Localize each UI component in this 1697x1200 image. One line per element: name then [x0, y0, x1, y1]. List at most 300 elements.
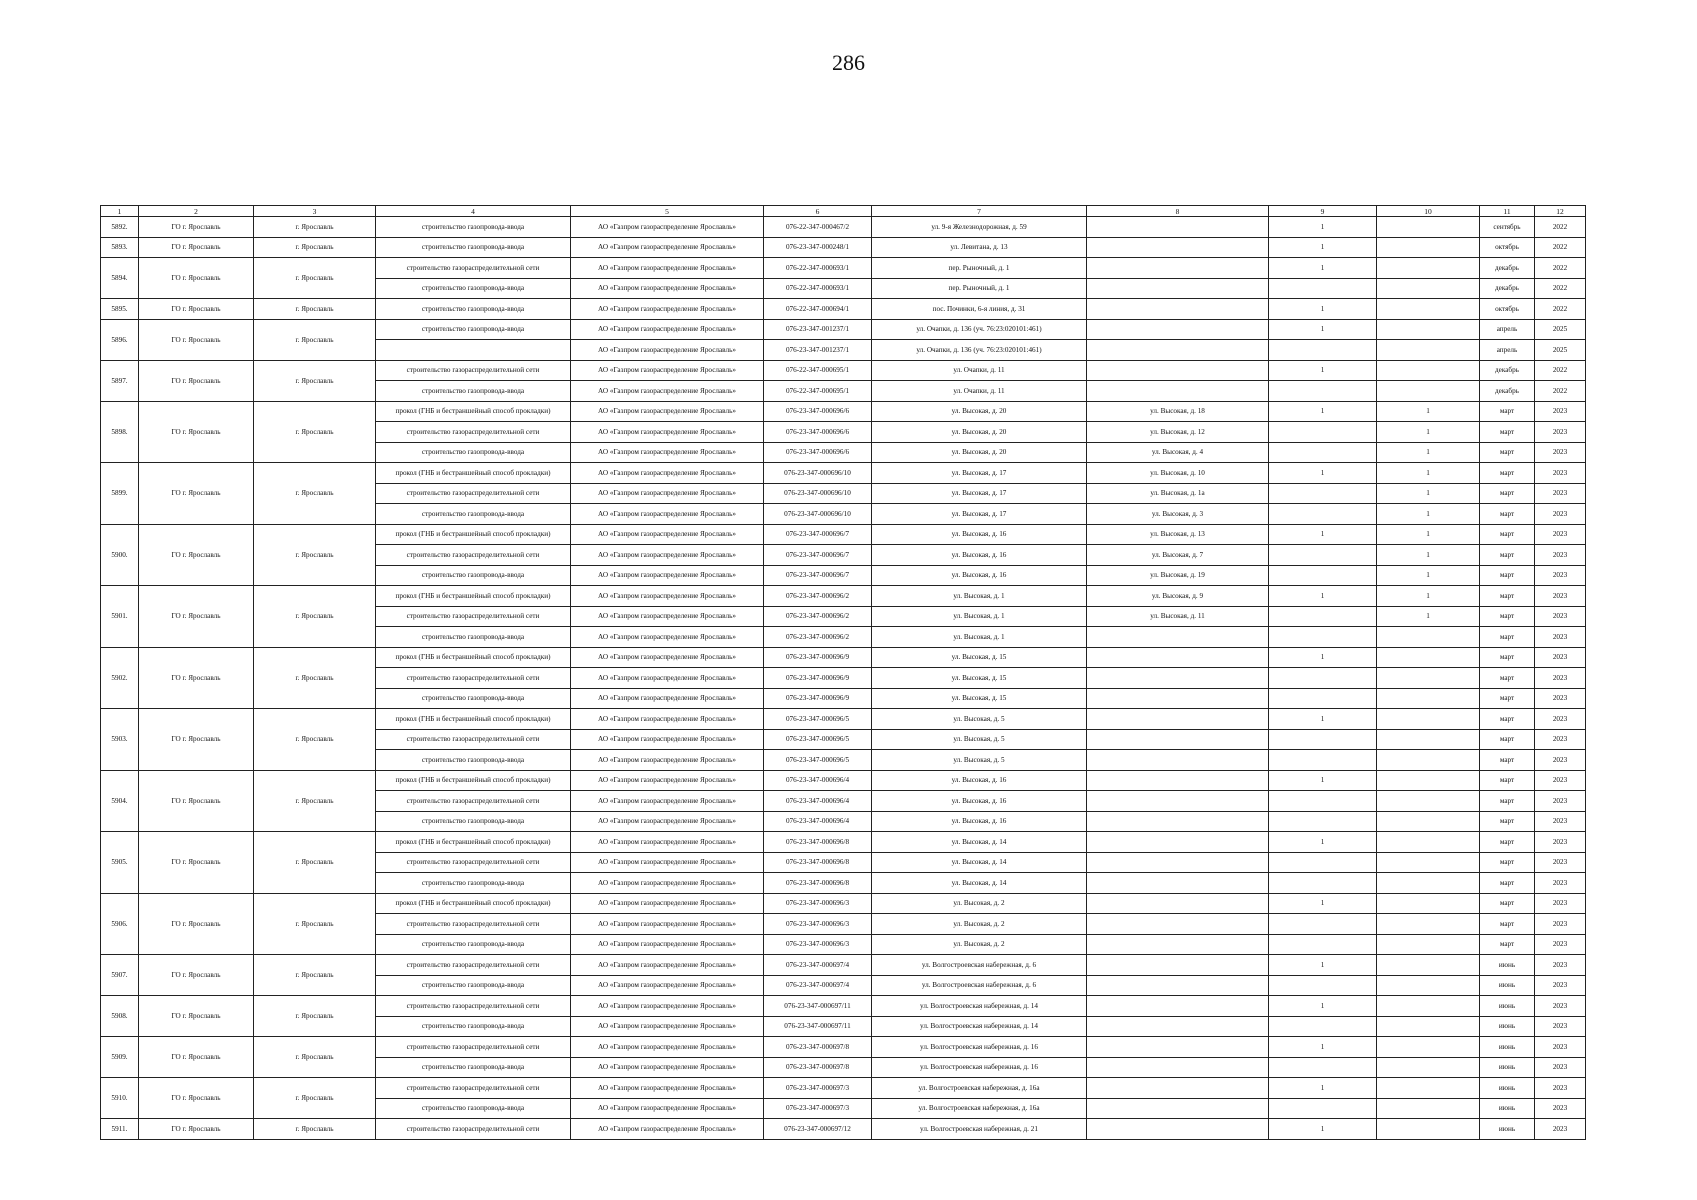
address-cell: пос. Починки, 6-я линия, д. 31 [872, 299, 1087, 320]
registration-code-cell: 076-23-347-000696/3 [764, 914, 872, 935]
year-cell: 2023 [1535, 1037, 1586, 1058]
count-cell [1269, 873, 1377, 894]
secondary-address-cell [1087, 1037, 1269, 1058]
month-cell: март [1480, 750, 1535, 771]
organization-cell: АО «Газпром газораспределение Ярославль» [571, 401, 764, 422]
count-cell [1377, 319, 1480, 340]
address-cell: пер. Рыночный, д. 1 [872, 278, 1087, 299]
city-cell: г. Ярославль [254, 770, 376, 832]
month-cell: март [1480, 422, 1535, 443]
secondary-address-cell [1087, 258, 1269, 279]
year-cell: 2023 [1535, 586, 1586, 607]
secondary-address-cell: ул. Высокая, д. 1а [1087, 483, 1269, 504]
count-cell: 1 [1377, 586, 1480, 607]
month-cell: июнь [1480, 1057, 1535, 1078]
secondary-address-cell [1087, 873, 1269, 894]
record-number: 5905. [101, 832, 139, 894]
record-number: 5895. [101, 299, 139, 320]
work-type-cell: строительство газораспределительной сети [376, 1037, 571, 1058]
month-cell: март [1480, 504, 1535, 525]
year-cell: 2022 [1535, 278, 1586, 299]
registration-code-cell: 076-23-347-000696/2 [764, 606, 872, 627]
registration-code-cell: 076-23-347-000696/3 [764, 934, 872, 955]
secondary-address-cell [1087, 893, 1269, 914]
secondary-address-cell: ул. Высокая, д. 13 [1087, 524, 1269, 545]
address-cell: ул. Высокая, д. 15 [872, 647, 1087, 668]
work-type-cell: строительство газораспределительной сети [376, 791, 571, 812]
city-cell: г. Ярославль [254, 237, 376, 258]
month-cell: март [1480, 729, 1535, 750]
year-cell: 2023 [1535, 545, 1586, 566]
record-number: 5911. [101, 1119, 139, 1140]
year-cell: 2023 [1535, 1057, 1586, 1078]
organization-cell: АО «Газпром газораспределение Ярославль» [571, 258, 764, 279]
district-cell: ГО г. Ярославль [139, 996, 254, 1037]
count-cell: 1 [1269, 299, 1377, 320]
secondary-address-cell [1087, 934, 1269, 955]
address-cell: ул. Очапки, д. 11 [872, 360, 1087, 381]
year-cell: 2023 [1535, 1078, 1586, 1099]
year-cell: 2023 [1535, 729, 1586, 750]
address-cell: ул. Высокая, д. 17 [872, 504, 1087, 525]
month-cell: март [1480, 647, 1535, 668]
district-cell: ГО г. Ярославль [139, 463, 254, 525]
year-cell: 2023 [1535, 996, 1586, 1017]
address-cell: ул. Высокая, д. 1 [872, 627, 1087, 648]
count-cell: 1 [1269, 401, 1377, 422]
organization-cell: АО «Газпром газораспределение Ярославль» [571, 545, 764, 566]
secondary-address-cell [1087, 811, 1269, 832]
organization-cell: АО «Газпром газораспределение Ярославль» [571, 729, 764, 750]
registration-code-cell: 076-23-347-000696/2 [764, 627, 872, 648]
count-cell [1269, 1098, 1377, 1119]
year-cell: 2023 [1535, 565, 1586, 586]
count-cell [1269, 811, 1377, 832]
secondary-address-cell: ул. Высокая, д. 10 [1087, 463, 1269, 484]
count-cell: 1 [1269, 463, 1377, 484]
year-cell: 2023 [1535, 873, 1586, 894]
registration-code-cell: 076-23-347-000696/5 [764, 709, 872, 730]
district-cell: ГО г. Ярославль [139, 217, 254, 238]
organization-cell: АО «Газпром газораспределение Ярославль» [571, 1037, 764, 1058]
registration-code-cell: 076-23-347-000697/3 [764, 1078, 872, 1099]
secondary-address-cell [1087, 647, 1269, 668]
secondary-address-cell: ул. Высокая, д. 9 [1087, 586, 1269, 607]
month-cell: март [1480, 463, 1535, 484]
year-cell: 2023 [1535, 832, 1586, 853]
month-cell: март [1480, 832, 1535, 853]
work-type-cell: строительство газопровода-ввода [376, 688, 571, 709]
month-cell: март [1480, 442, 1535, 463]
address-cell: ул. Высокая, д. 20 [872, 422, 1087, 443]
count-cell: 1 [1377, 565, 1480, 586]
organization-cell: АО «Газпром газораспределение Ярославль» [571, 565, 764, 586]
secondary-address-cell [1087, 381, 1269, 402]
count-cell [1377, 811, 1480, 832]
count-cell: 1 [1269, 258, 1377, 279]
count-cell [1269, 934, 1377, 955]
month-cell: март [1480, 914, 1535, 935]
month-cell: март [1480, 606, 1535, 627]
year-cell: 2023 [1535, 914, 1586, 935]
count-cell: 1 [1377, 483, 1480, 504]
count-cell: 1 [1269, 709, 1377, 730]
secondary-address-cell [1087, 770, 1269, 791]
year-cell: 2022 [1535, 258, 1586, 279]
organization-cell: АО «Газпром газораспределение Ярославль» [571, 299, 764, 320]
count-cell [1269, 852, 1377, 873]
year-cell: 2023 [1535, 934, 1586, 955]
record-number: 5892. [101, 217, 139, 238]
registration-code-cell: 076-23-347-000696/5 [764, 729, 872, 750]
record-number: 5900. [101, 524, 139, 586]
month-cell: март [1480, 770, 1535, 791]
organization-cell: АО «Газпром газораспределение Ярославль» [571, 914, 764, 935]
secondary-address-cell [1087, 709, 1269, 730]
organization-cell: АО «Газпром газораспределение Ярославль» [571, 647, 764, 668]
record-number: 5906. [101, 893, 139, 955]
work-type-cell: строительство газораспределительной сети [376, 914, 571, 935]
registration-code-cell: 076-23-347-000697/8 [764, 1037, 872, 1058]
address-cell: ул. Высокая, д. 14 [872, 873, 1087, 894]
table-row [101, 237, 1586, 258]
month-cell: март [1480, 893, 1535, 914]
count-cell [1269, 483, 1377, 504]
count-cell [1377, 278, 1480, 299]
address-cell: ул. Волгостроевская набережная, д. 16а [872, 1098, 1087, 1119]
secondary-address-cell: ул. Высокая, д. 19 [1087, 565, 1269, 586]
year-cell: 2023 [1535, 483, 1586, 504]
work-type-cell: прокол (ГНБ и бестраншейный способ прокладки) [376, 770, 571, 791]
month-cell: июнь [1480, 975, 1535, 996]
count-cell [1269, 422, 1377, 443]
organization-cell: АО «Газпром газораспределение Ярославль» [571, 770, 764, 791]
month-cell: октябрь [1480, 237, 1535, 258]
register-body [101, 217, 1586, 1140]
registration-code-cell: 076-23-347-000696/10 [764, 463, 872, 484]
city-cell: г. Ярославль [254, 360, 376, 401]
secondary-address-cell [1087, 688, 1269, 709]
year-cell: 2023 [1535, 1016, 1586, 1037]
address-cell: ул. Высокая, д. 16 [872, 791, 1087, 812]
registration-code-cell: 076-23-347-000697/3 [764, 1098, 872, 1119]
month-cell: март [1480, 688, 1535, 709]
registration-code-cell: 076-23-347-000696/4 [764, 791, 872, 812]
year-cell: 2023 [1535, 606, 1586, 627]
year-cell: 2023 [1535, 627, 1586, 648]
count-cell: 1 [1269, 1078, 1377, 1099]
organization-cell: АО «Газпром газораспределение Ярославль» [571, 996, 764, 1017]
year-cell: 2023 [1535, 750, 1586, 771]
month-cell: октябрь [1480, 299, 1535, 320]
district-cell: ГО г. Ярославль [139, 893, 254, 955]
organization-cell: АО «Газпром газораспределение Ярославль» [571, 873, 764, 894]
year-cell: 2022 [1535, 360, 1586, 381]
registration-code-cell: 076-23-347-000696/8 [764, 832, 872, 853]
organization-cell: АО «Газпром газораспределение Ярославль» [571, 627, 764, 648]
table-row [101, 463, 1586, 484]
work-type-cell: строительство газопровода-ввода [376, 217, 571, 238]
record-number: 5908. [101, 996, 139, 1037]
address-cell: ул. Высокая, д. 5 [872, 729, 1087, 750]
address-cell: ул. Левитана, д. 13 [872, 237, 1087, 258]
organization-cell: АО «Газпром газораспределение Ярославль» [571, 893, 764, 914]
table-row [101, 996, 1586, 1017]
address-cell: ул. Очапки, д. 136 (уч. 76:23:020101:461) [872, 319, 1087, 340]
registration-code-cell: 076-23-347-000697/8 [764, 1057, 872, 1078]
address-cell: ул. Волгостроевская набережная, д. 6 [872, 975, 1087, 996]
registration-code-cell: 076-23-347-000696/8 [764, 852, 872, 873]
col-header: 12 [1535, 206, 1586, 217]
count-cell: 1 [1269, 647, 1377, 668]
district-cell: ГО г. Ярославль [139, 360, 254, 401]
count-cell [1377, 360, 1480, 381]
table-row [101, 217, 1586, 238]
organization-cell: АО «Газпром газораспределение Ярославль» [571, 1078, 764, 1099]
table-row [101, 647, 1586, 668]
address-cell: ул. Высокая, д. 5 [872, 750, 1087, 771]
record-number: 5896. [101, 319, 139, 360]
year-cell: 2022 [1535, 299, 1586, 320]
secondary-address-cell [1087, 1119, 1269, 1140]
organization-cell: АО «Газпром газораспределение Ярославль» [571, 381, 764, 402]
registration-code-cell: 076-23-347-000696/8 [764, 873, 872, 894]
year-cell: 2023 [1535, 401, 1586, 422]
month-cell: март [1480, 873, 1535, 894]
month-cell: июнь [1480, 1037, 1535, 1058]
registration-code-cell: 076-23-347-000696/4 [764, 770, 872, 791]
year-cell: 2023 [1535, 811, 1586, 832]
work-type-cell: прокол (ГНБ и бестраншейный способ прокладки) [376, 709, 571, 730]
count-cell [1269, 278, 1377, 299]
district-cell: ГО г. Ярославль [139, 258, 254, 299]
work-type-cell: прокол (ГНБ и бестраншейный способ прокладки) [376, 401, 571, 422]
secondary-address-cell [1087, 914, 1269, 935]
count-cell: 1 [1269, 1119, 1377, 1140]
year-cell: 2022 [1535, 217, 1586, 238]
count-cell: 1 [1269, 524, 1377, 545]
year-cell: 2022 [1535, 237, 1586, 258]
registration-code-cell: 076-23-347-000696/6 [764, 401, 872, 422]
count-cell [1377, 627, 1480, 648]
table-row [101, 955, 1586, 976]
col-header: 5 [571, 206, 764, 217]
organization-cell: АО «Газпром газораспределение Ярославль» [571, 463, 764, 484]
count-cell [1269, 381, 1377, 402]
work-type-cell: строительство газопровода-ввода [376, 934, 571, 955]
count-cell [1377, 873, 1480, 894]
table-row [101, 319, 1586, 340]
count-cell [1377, 914, 1480, 935]
city-cell: г. Ярославль [254, 586, 376, 648]
address-cell: ул. Волгостроевская набережная, д. 16а [872, 1078, 1087, 1099]
count-cell [1377, 832, 1480, 853]
district-cell: ГО г. Ярославль [139, 832, 254, 894]
table-row [101, 1119, 1586, 1140]
registration-code-cell: 076-23-347-000696/2 [764, 586, 872, 607]
organization-cell: АО «Газпром газораспределение Ярославль» [571, 811, 764, 832]
col-header: 1 [101, 206, 139, 217]
count-cell [1377, 1016, 1480, 1037]
count-cell [1269, 545, 1377, 566]
secondary-address-cell [1087, 1098, 1269, 1119]
registration-code-cell: 076-23-347-000696/6 [764, 422, 872, 443]
month-cell: декабрь [1480, 258, 1535, 279]
table-row [101, 299, 1586, 320]
count-cell [1377, 1037, 1480, 1058]
registration-code-cell: 076-23-347-000697/4 [764, 975, 872, 996]
record-number: 5897. [101, 360, 139, 401]
work-type-cell: строительство газопровода-ввода [376, 1016, 571, 1037]
col-header: 11 [1480, 206, 1535, 217]
month-cell: март [1480, 545, 1535, 566]
city-cell: г. Ярославль [254, 217, 376, 238]
secondary-address-cell [1087, 975, 1269, 996]
count-cell [1377, 299, 1480, 320]
address-cell: ул. Высокая, д. 16 [872, 811, 1087, 832]
count-cell: 1 [1269, 586, 1377, 607]
count-cell [1269, 750, 1377, 771]
address-cell: ул. Очапки, д. 11 [872, 381, 1087, 402]
month-cell: март [1480, 524, 1535, 545]
month-cell: апрель [1480, 340, 1535, 361]
address-cell: ул. Очапки, д. 136 (уч. 76:23:020101:461) [872, 340, 1087, 361]
year-cell: 2023 [1535, 1098, 1586, 1119]
address-cell: ул. Высокая, д. 2 [872, 893, 1087, 914]
city-cell: г. Ярославль [254, 524, 376, 586]
year-cell: 2025 [1535, 319, 1586, 340]
secondary-address-cell: ул. Высокая, д. 4 [1087, 442, 1269, 463]
organization-cell: АО «Газпром газораспределение Ярославль» [571, 422, 764, 443]
work-type-cell: строительство газопровода-ввода [376, 811, 571, 832]
count-cell: 1 [1269, 360, 1377, 381]
district-cell: ГО г. Ярославль [139, 955, 254, 996]
table-row [101, 770, 1586, 791]
organization-cell: АО «Газпром газораспределение Ярославль» [571, 668, 764, 689]
city-cell: г. Ярославль [254, 463, 376, 525]
work-type-cell: строительство газопровода-ввода [376, 381, 571, 402]
month-cell: июнь [1480, 1098, 1535, 1119]
count-cell [1269, 1057, 1377, 1078]
count-cell: 1 [1377, 524, 1480, 545]
district-cell: ГО г. Ярославль [139, 237, 254, 258]
registration-code-cell: 076-23-347-000696/9 [764, 647, 872, 668]
secondary-address-cell [1087, 237, 1269, 258]
registration-code-cell: 076-22-347-000695/1 [764, 381, 872, 402]
table-row [101, 360, 1586, 381]
month-cell: июнь [1480, 1078, 1535, 1099]
year-cell: 2023 [1535, 504, 1586, 525]
table-row [101, 1078, 1586, 1099]
organization-cell: АО «Газпром газораспределение Ярославль» [571, 1098, 764, 1119]
work-type-cell: строительство газопровода-ввода [376, 278, 571, 299]
record-number: 5893. [101, 237, 139, 258]
secondary-address-cell [1087, 832, 1269, 853]
col-header: 10 [1377, 206, 1480, 217]
address-cell: ул. Высокая, д. 5 [872, 709, 1087, 730]
city-cell: г. Ярославль [254, 893, 376, 955]
secondary-address-cell: ул. Высокая, д. 7 [1087, 545, 1269, 566]
month-cell: июнь [1480, 1119, 1535, 1140]
work-type-cell: строительство газораспределительной сети [376, 852, 571, 873]
table-row [101, 586, 1586, 607]
registration-code-cell: 076-23-347-000696/3 [764, 893, 872, 914]
registration-code-cell: 076-23-347-000697/11 [764, 1016, 872, 1037]
work-type-cell: строительство газораспределительной сети [376, 483, 571, 504]
count-cell [1377, 340, 1480, 361]
month-cell: март [1480, 483, 1535, 504]
record-number: 5904. [101, 770, 139, 832]
address-cell: ул. Высокая, д. 16 [872, 565, 1087, 586]
month-cell: апрель [1480, 319, 1535, 340]
count-cell [1377, 258, 1480, 279]
city-cell: г. Ярославль [254, 1037, 376, 1078]
count-cell: 1 [1269, 996, 1377, 1017]
work-type-cell: строительство газораспределительной сети [376, 422, 571, 443]
count-cell [1269, 975, 1377, 996]
address-cell: ул. Высокая, д. 2 [872, 934, 1087, 955]
month-cell: июнь [1480, 996, 1535, 1017]
work-type-cell: прокол (ГНБ и бестраншейный способ прокладки) [376, 524, 571, 545]
organization-cell: АО «Газпром газораспределение Ярославль» [571, 483, 764, 504]
count-cell: 1 [1269, 319, 1377, 340]
work-type-cell: прокол (ГНБ и бестраншейный способ прокладки) [376, 586, 571, 607]
count-cell [1377, 996, 1480, 1017]
work-type-cell: строительство газораспределительной сети [376, 996, 571, 1017]
organization-cell: АО «Газпром газораспределение Ярославль» [571, 524, 764, 545]
address-cell: ул. Волгостроевская набережная, д. 6 [872, 955, 1087, 976]
address-cell: ул. Высокая, д. 1 [872, 606, 1087, 627]
registration-code-cell: 076-23-347-000697/12 [764, 1119, 872, 1140]
month-cell: декабрь [1480, 360, 1535, 381]
count-cell: 1 [1269, 893, 1377, 914]
registration-code-cell: 076-23-347-000697/4 [764, 955, 872, 976]
organization-cell: АО «Газпром газораспределение Ярославль» [571, 586, 764, 607]
address-cell: ул. Волгостроевская набережная, д. 16 [872, 1057, 1087, 1078]
work-type-cell [376, 340, 571, 361]
work-type-cell: строительство газопровода-ввода [376, 873, 571, 894]
count-cell: 1 [1269, 770, 1377, 791]
address-cell: пер. Рыночный, д. 1 [872, 258, 1087, 279]
count-cell [1377, 893, 1480, 914]
count-cell [1377, 934, 1480, 955]
organization-cell: АО «Газпром газораспределение Ярославль» [571, 791, 764, 812]
address-cell: ул. Высокая, д. 15 [872, 668, 1087, 689]
registration-code-cell: 076-22-347-000695/1 [764, 360, 872, 381]
month-cell: декабрь [1480, 381, 1535, 402]
count-cell [1377, 1119, 1480, 1140]
count-cell [1269, 565, 1377, 586]
secondary-address-cell: ул. Высокая, д. 11 [1087, 606, 1269, 627]
year-cell: 2023 [1535, 524, 1586, 545]
registration-code-cell: 076-23-347-000696/7 [764, 545, 872, 566]
registration-code-cell: 076-23-347-000248/1 [764, 237, 872, 258]
organization-cell: АО «Газпром газораспределение Ярославль» [571, 278, 764, 299]
work-type-cell: строительство газопровода-ввода [376, 565, 571, 586]
work-type-cell: строительство газораспределительной сети [376, 955, 571, 976]
record-number: 5909. [101, 1037, 139, 1078]
secondary-address-cell [1087, 1057, 1269, 1078]
secondary-address-cell [1087, 750, 1269, 771]
count-cell: 1 [1377, 504, 1480, 525]
district-cell: ГО г. Ярославль [139, 401, 254, 463]
count-cell [1377, 729, 1480, 750]
year-cell: 2023 [1535, 955, 1586, 976]
address-cell: ул. Высокая, д. 14 [872, 852, 1087, 873]
secondary-address-cell [1087, 1078, 1269, 1099]
district-cell: ГО г. Ярославль [139, 709, 254, 771]
city-cell: г. Ярославль [254, 832, 376, 894]
